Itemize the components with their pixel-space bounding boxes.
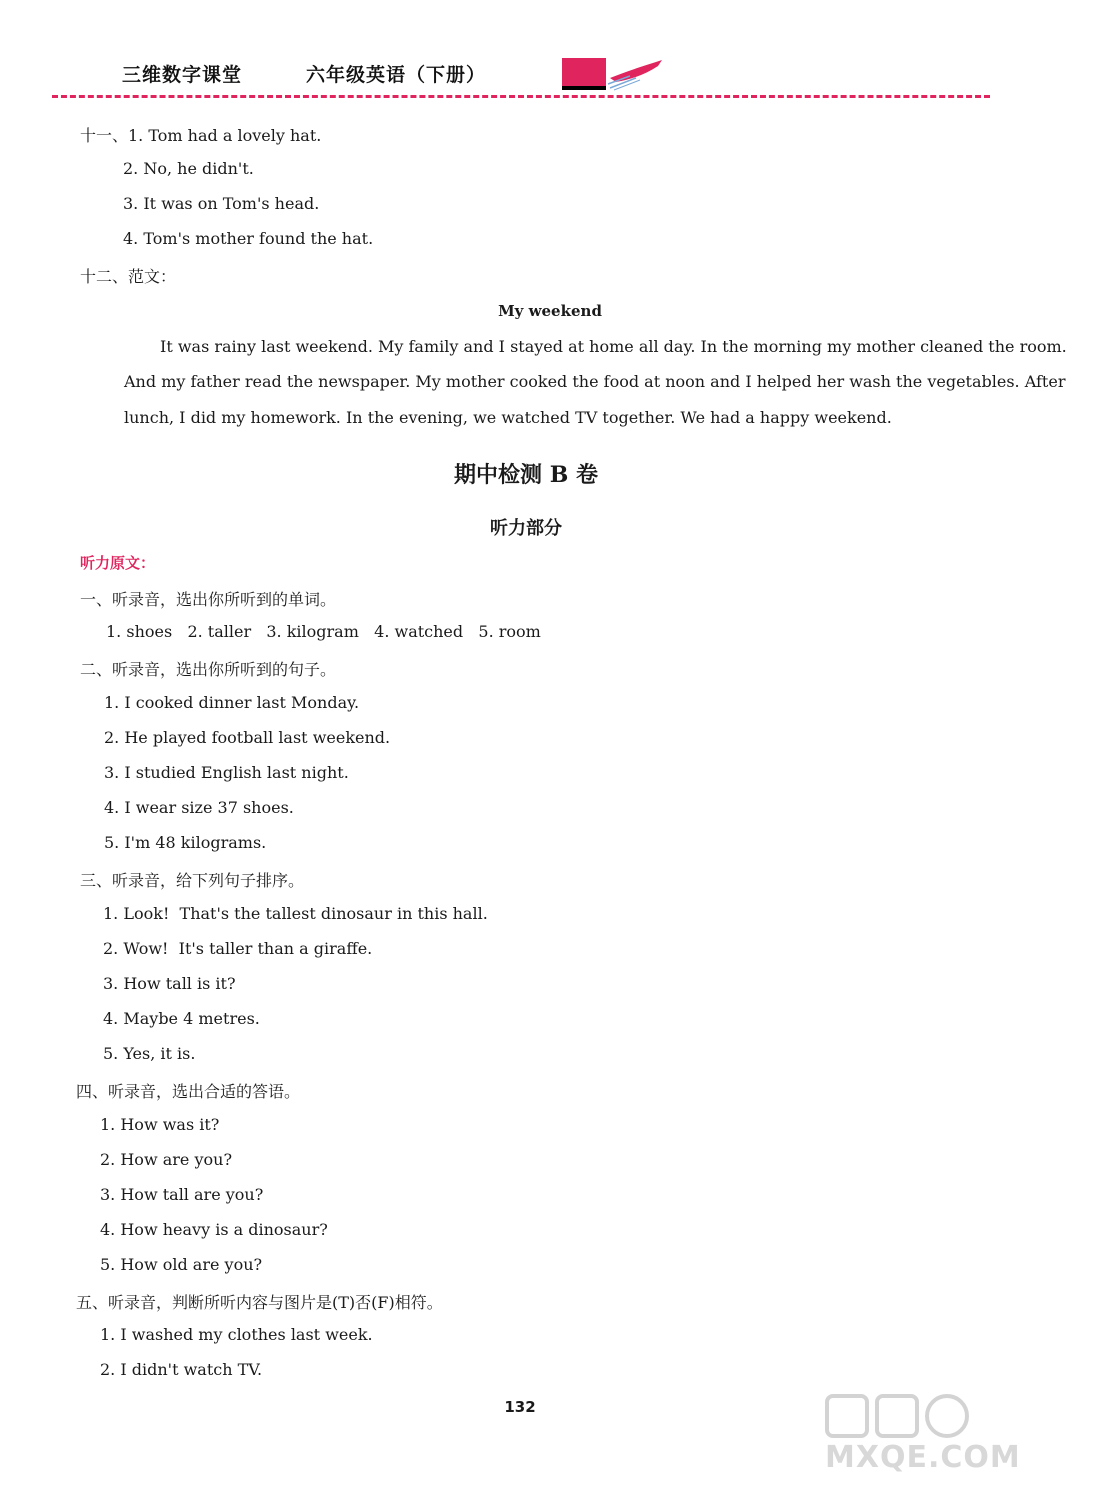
essay-line: And my father read the newspaper. My mother cooked the food at noon and I helped her wash the vegetables. After <box>124 372 1066 391</box>
part3-label: 三、听录音，给下列句子排序。 <box>80 871 305 890</box>
part3-item: 4. Maybe 4 metres. <box>103 1009 260 1028</box>
essay-line: It was rainy last weekend. My family and I stayed at home all day. In the morning my mother cleaned the room. <box>160 337 1067 356</box>
essay-title: My weekend <box>498 302 602 320</box>
part4-label: 四、听录音，选出合适的答语。 <box>76 1082 301 1101</box>
part3-item: 1. Look! That's the tallest dinosaur in this hall. <box>103 904 488 923</box>
part5-item: 2. I didn't watch TV. <box>100 1360 263 1379</box>
part2-item: 1. I cooked dinner last Monday. <box>104 693 360 712</box>
section-title: 听力部分 <box>490 518 562 539</box>
part1-words: 1. shoes 2. taller 3. kilogram 4. watched 5. room <box>106 622 541 641</box>
transcript-label: 听力原文： <box>80 554 156 572</box>
watermark-text: MXQE.COM <box>825 1440 1021 1475</box>
part2-item: 2. He played football last weekend. <box>104 728 391 747</box>
part4-item: 1. How was it? <box>100 1115 220 1134</box>
rocket-logo-icon <box>560 56 670 96</box>
q11-item: 3. It was on Tom's head. <box>123 194 320 213</box>
book-title: 六年级英语（下册） <box>306 64 487 86</box>
answer-stamp-icon <box>825 1390 990 1440</box>
part3-item: 2. Wow! It's taller than a giraffe. <box>103 939 373 958</box>
part2-label: 二、听录音，选出你所听到的句子。 <box>80 660 337 679</box>
part3-item: 5. Yes, it is. <box>103 1044 196 1063</box>
q11-item: 4. Tom's mother found the hat. <box>123 229 374 248</box>
exam-title: 期中检测 B 卷 <box>454 462 598 488</box>
part5-label: 五、听录音，判断所听内容与图片是(T)否(F)相符。 <box>76 1293 443 1312</box>
part4-item: 4. How heavy is a dinosaur? <box>100 1220 328 1239</box>
part4-item: 5. How old are you? <box>100 1255 263 1274</box>
essay-line: lunch, I did my homework. In the evening, we watched TV together. We had a happy weekend. <box>124 408 892 427</box>
part2-item: 4. I wear size 37 shoes. <box>104 798 294 817</box>
series-title: 三维数字课堂 <box>122 64 243 86</box>
part4-item: 2. How are you? <box>100 1150 233 1169</box>
page-header <box>0 0 1000 110</box>
q11-label: 十一、1. Tom had a lovely hat. <box>80 126 322 145</box>
page-number: 132 <box>504 1398 536 1416</box>
part5-item: 1. I washed my clothes last week. <box>100 1325 373 1344</box>
header-divider <box>52 95 990 98</box>
part2-item: 5. I'm 48 kilograms. <box>104 833 267 852</box>
q11-item: 2. No, he didn't. <box>123 159 254 178</box>
part3-item: 3. How tall is it? <box>103 974 236 993</box>
watermark <box>815 1388 1021 1483</box>
part2-item: 3. I studied English last night. <box>104 763 349 782</box>
part4-item: 3. How tall are you? <box>100 1185 264 1204</box>
part1-label: 一、听录音，选出你所听到的单词。 <box>80 590 337 609</box>
q12-label: 十二、范文： <box>80 267 177 286</box>
